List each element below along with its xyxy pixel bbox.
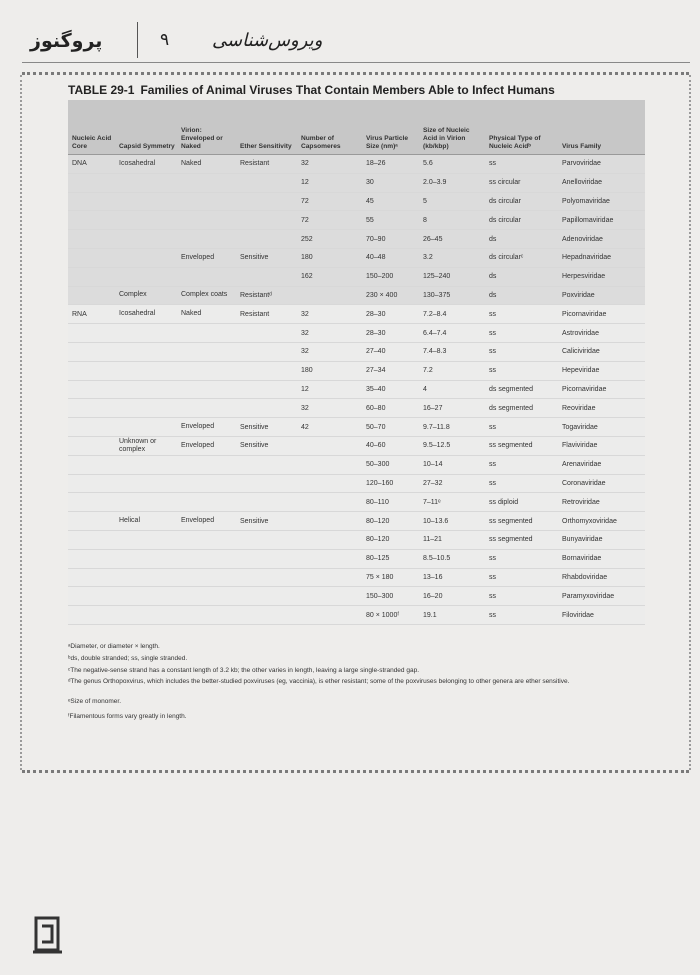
cell-virion: [177, 399, 236, 418]
cell-core: [68, 512, 115, 531]
cell-type: ss: [485, 305, 558, 324]
publisher-logo: [28, 912, 68, 956]
cell-symmetry: Helical: [115, 512, 177, 531]
cell-family: Adenoviridae: [558, 230, 645, 249]
cell-nucleic: 7.2: [419, 361, 485, 380]
cell-family: Bunyaviridae: [558, 530, 645, 549]
cell-capsomeres: [297, 587, 362, 606]
chapter-title: ویروس‌شناسی: [212, 30, 323, 51]
cell-virion: [177, 267, 236, 286]
cell-family: Filoviridae: [558, 606, 645, 625]
footnote: ᵉSize of monomer.: [68, 698, 121, 705]
cell-family: Arenaviridae: [558, 455, 645, 474]
cell-family: Coronaviridae: [558, 474, 645, 493]
cell-capsomeres: [297, 474, 362, 493]
cell-size: 50–70: [362, 418, 419, 437]
cell-nucleic: 8: [419, 211, 485, 230]
cell-type: ss: [485, 587, 558, 606]
table-row: [68, 286, 645, 305]
footnote: ᵃDiameter, or diameter × length.: [68, 643, 160, 650]
table-row: [68, 230, 645, 249]
table-row: [68, 436, 645, 455]
cell-capsomeres: 32: [297, 305, 362, 324]
cell-family: Orthomyxoviridae: [558, 512, 645, 531]
cell-symmetry: [115, 455, 177, 474]
cell-size: 80 × 1000ᶠ: [362, 606, 419, 625]
cell-nucleic: 6.4–7.4: [419, 324, 485, 343]
cell-ether: Sensitive: [236, 418, 297, 437]
cell-size: 45: [362, 192, 419, 211]
cell-size: 120–160: [362, 474, 419, 493]
cell-nucleic: 5.6: [419, 155, 485, 174]
cell-family: Picornaviridae: [558, 305, 645, 324]
cell-ether: [236, 230, 297, 249]
cell-virion: [177, 380, 236, 399]
cell-ether: [236, 173, 297, 192]
cell-capsomeres: 42: [297, 418, 362, 437]
table-row: [68, 418, 645, 437]
cell-virion: Enveloped: [177, 512, 236, 531]
cell-type: ds: [485, 230, 558, 249]
cell-size: 35–40: [362, 380, 419, 399]
table-row: [68, 512, 645, 531]
cell-type: ss: [485, 361, 558, 380]
cell-type: ss: [485, 474, 558, 493]
cell-capsomeres: [297, 549, 362, 568]
cell-symmetry: [115, 211, 177, 230]
footnote: ᵈThe genus Orthopoxvirus, which includes the better-studied poxviruses (eg, vaccinia), is ether resistant; some of the poxviruses belonging to other genera are ether sensitive.: [68, 678, 570, 685]
cell-capsomeres: 180: [297, 361, 362, 380]
table-row: [68, 587, 645, 606]
cell-ether: [236, 587, 297, 606]
cell-size: 75 × 180: [362, 568, 419, 587]
cell-symmetry: [115, 549, 177, 568]
cell-ether: [236, 324, 297, 343]
cell-symmetry: [115, 361, 177, 380]
cell-nucleic: 4: [419, 380, 485, 399]
header-divider: [137, 22, 138, 58]
column-header: Virus Family: [558, 100, 645, 155]
cell-nucleic: 2.0–3.9: [419, 173, 485, 192]
cell-symmetry: [115, 493, 177, 512]
cell-size: 80–120: [362, 530, 419, 549]
cell-family: Caliciviridae: [558, 342, 645, 361]
cell-capsomeres: 162: [297, 267, 362, 286]
cell-nucleic: 9.7–11.8: [419, 418, 485, 437]
cell-type: ss segmented: [485, 512, 558, 531]
table-row: [68, 493, 645, 512]
cell-virion: [177, 455, 236, 474]
cell-size: 150–300: [362, 587, 419, 606]
column-header: Virion: Enveloped or Naked: [177, 100, 236, 155]
cell-symmetry: [115, 380, 177, 399]
cell-core: [68, 248, 115, 267]
cell-ether: [236, 474, 297, 493]
cell-nucleic: 16–27: [419, 399, 485, 418]
cell-size: 40–48: [362, 248, 419, 267]
cell-nucleic: 5: [419, 192, 485, 211]
cell-nucleic: 7.4–8.3: [419, 342, 485, 361]
cell-core: DNA: [68, 155, 115, 174]
cell-nucleic: 10–14: [419, 455, 485, 474]
cell-nucleic: 26–45: [419, 230, 485, 249]
table-row: [68, 324, 645, 343]
cell-ether: [236, 361, 297, 380]
cell-capsomeres: [297, 568, 362, 587]
column-header: Physical Type of Nucleic Acidᵇ: [485, 100, 558, 155]
table-row: [68, 305, 645, 324]
cell-capsomeres: 32: [297, 324, 362, 343]
cell-nucleic: 8.5–10.5: [419, 549, 485, 568]
cell-family: Retroviridae: [558, 493, 645, 512]
cell-family: Reoviridae: [558, 399, 645, 418]
cell-size: 40–60: [362, 436, 419, 455]
cell-symmetry: [115, 587, 177, 606]
cell-symmetry: [115, 568, 177, 587]
cell-size: 70–90: [362, 230, 419, 249]
cell-type: ds: [485, 267, 558, 286]
cell-ether: Resistantᵈ: [236, 286, 297, 305]
cell-symmetry: [115, 267, 177, 286]
table-header: [68, 100, 645, 155]
cell-virion: [177, 549, 236, 568]
cell-capsomeres: 72: [297, 211, 362, 230]
publisher-brand: پروگنوز: [30, 30, 103, 52]
page-header: [0, 0, 700, 62]
table-row: [68, 380, 645, 399]
table-row: [68, 155, 645, 174]
cell-core: [68, 399, 115, 418]
cell-type: ss: [485, 455, 558, 474]
cell-symmetry: Unknown or complex: [115, 436, 177, 455]
cell-ether: Sensitive: [236, 512, 297, 531]
cell-nucleic: 7–11ᵉ: [419, 493, 485, 512]
cell-symmetry: [115, 230, 177, 249]
cell-capsomeres: 12: [297, 380, 362, 399]
cell-family: Togaviridae: [558, 418, 645, 437]
cell-nucleic: 130–375: [419, 286, 485, 305]
cell-size: 230 × 400: [362, 286, 419, 305]
cell-type: ss segmented: [485, 436, 558, 455]
cell-symmetry: [115, 606, 177, 625]
table-row: [68, 549, 645, 568]
cell-virion: Complex coats: [177, 286, 236, 305]
table-row: [68, 399, 645, 418]
cell-type: ss: [485, 568, 558, 587]
cell-core: [68, 568, 115, 587]
cell-ether: [236, 342, 297, 361]
cell-symmetry: [115, 530, 177, 549]
cell-symmetry: Icosahedral: [115, 155, 177, 174]
cell-capsomeres: 252: [297, 230, 362, 249]
cell-virion: [177, 493, 236, 512]
cell-size: 50–300: [362, 455, 419, 474]
column-header: Nucleic Acid Core: [68, 100, 115, 155]
cell-type: ss: [485, 324, 558, 343]
cell-core: [68, 530, 115, 549]
cell-core: [68, 474, 115, 493]
cell-family: Hepadnaviridae: [558, 248, 645, 267]
cell-size: 28–30: [362, 305, 419, 324]
cell-family: Rhabdoviridae: [558, 568, 645, 587]
cell-ether: [236, 606, 297, 625]
cell-capsomeres: 72: [297, 192, 362, 211]
cell-size: 27–34: [362, 361, 419, 380]
cell-core: [68, 361, 115, 380]
cell-nucleic: 27–32: [419, 474, 485, 493]
cell-type: ss: [485, 549, 558, 568]
cell-type: ss: [485, 342, 558, 361]
cell-ether: Resistant: [236, 305, 297, 324]
cell-core: [68, 211, 115, 230]
column-header: Size of Nucleic Acid in Virion (kb/kbp): [419, 100, 485, 155]
cell-virion: [177, 606, 236, 625]
cell-virion: [177, 192, 236, 211]
cell-core: [68, 436, 115, 455]
cell-capsomeres: [297, 286, 362, 305]
header-rule: [22, 62, 690, 63]
cell-virion: [177, 361, 236, 380]
cell-core: [68, 342, 115, 361]
cell-family: Herpesviridae: [558, 267, 645, 286]
cell-size: 80–125: [362, 549, 419, 568]
cell-symmetry: [115, 342, 177, 361]
cell-family: Bornaviridae: [558, 549, 645, 568]
cell-ether: [236, 192, 297, 211]
cell-nucleic: 3.2: [419, 248, 485, 267]
table-row: [68, 211, 645, 230]
cell-family: Hepeviridae: [558, 361, 645, 380]
cell-capsomeres: 12: [297, 173, 362, 192]
cell-core: [68, 606, 115, 625]
cell-family: Astroviridae: [558, 324, 645, 343]
cell-symmetry: [115, 474, 177, 493]
table-row: [68, 173, 645, 192]
cell-size: 60–80: [362, 399, 419, 418]
cell-type: ss segmented: [485, 530, 558, 549]
cell-nucleic: 19.1: [419, 606, 485, 625]
cell-virion: [177, 211, 236, 230]
cell-type: ds segmented: [485, 399, 558, 418]
cell-core: [68, 267, 115, 286]
cell-capsomeres: 32: [297, 399, 362, 418]
cell-ether: [236, 530, 297, 549]
cell-ether: Sensitive: [236, 248, 297, 267]
cell-ether: Sensitive: [236, 436, 297, 455]
cell-size: 80–110: [362, 493, 419, 512]
cell-family: Papillomaviridae: [558, 211, 645, 230]
cell-type: ss circular: [485, 173, 558, 192]
cell-virion: [177, 173, 236, 192]
cell-virion: [177, 568, 236, 587]
cell-capsomeres: 32: [297, 342, 362, 361]
table-row: [68, 248, 645, 267]
table-row: [68, 530, 645, 549]
footnote: ᵇds, double stranded; ss, single stranded.: [68, 655, 188, 662]
cell-core: [68, 549, 115, 568]
table-label: TABLE 29-1: [68, 83, 135, 97]
cell-nucleic: 7.2–8.4: [419, 305, 485, 324]
cell-virion: Enveloped: [177, 248, 236, 267]
cell-nucleic: 10–13.6: [419, 512, 485, 531]
cell-core: RNA: [68, 305, 115, 324]
table-row: [68, 474, 645, 493]
cell-ether: [236, 211, 297, 230]
cell-core: [68, 324, 115, 343]
table-row: [68, 606, 645, 625]
cell-size: 30: [362, 173, 419, 192]
column-header: Ether Sensitivity: [236, 100, 297, 155]
column-header: Number of Capsomeres: [297, 100, 362, 155]
cell-ether: [236, 455, 297, 474]
cell-family: Paramyxoviridae: [558, 587, 645, 606]
table-body: [68, 155, 645, 625]
cell-ether: Resistant: [236, 155, 297, 174]
cell-size: 80–120: [362, 512, 419, 531]
cell-virion: [177, 587, 236, 606]
cell-family: Poxviridae: [558, 286, 645, 305]
footnote: ᶜThe negative-sense strand has a constant length of 3.2 kb; the other varies in length, leaving a large single-stranded gap.: [68, 667, 419, 674]
column-header: Capsid Symmetry: [115, 100, 177, 155]
cell-size: 55: [362, 211, 419, 230]
cell-nucleic: 125–240: [419, 267, 485, 286]
cell-capsomeres: 32: [297, 155, 362, 174]
cell-core: [68, 380, 115, 399]
cell-core: [68, 493, 115, 512]
cell-capsomeres: [297, 436, 362, 455]
cell-virion: Enveloped: [177, 418, 236, 437]
cell-virion: [177, 324, 236, 343]
cell-capsomeres: [297, 455, 362, 474]
cell-type: ds segmented: [485, 380, 558, 399]
cell-size: 18–26: [362, 155, 419, 174]
column-header: Virus Particle Size (nm)ᵃ: [362, 100, 419, 155]
table-row: [68, 361, 645, 380]
cell-family: Flaviviridae: [558, 436, 645, 455]
cell-type: ds circular: [485, 192, 558, 211]
cell-type: ss diploid: [485, 493, 558, 512]
cell-family: Picornaviridae: [558, 380, 645, 399]
table-row: [68, 568, 645, 587]
cell-family: Anelloviridae: [558, 173, 645, 192]
cell-ether: [236, 399, 297, 418]
cell-capsomeres: [297, 530, 362, 549]
table-row: [68, 192, 645, 211]
cell-virion: Naked: [177, 305, 236, 324]
cell-family: Polyomaviridae: [558, 192, 645, 211]
cell-ether: [236, 493, 297, 512]
cell-ether: [236, 380, 297, 399]
cell-type: ds circularᶜ: [485, 248, 558, 267]
cell-type: ds circular: [485, 211, 558, 230]
page-number: ۹: [160, 30, 170, 50]
cell-ether: [236, 549, 297, 568]
cell-symmetry: [115, 399, 177, 418]
cell-nucleic: 16–20: [419, 587, 485, 606]
table-row: [68, 342, 645, 361]
cell-core: [68, 286, 115, 305]
cell-size: 27–40: [362, 342, 419, 361]
cell-core: [68, 418, 115, 437]
cell-family: Parvoviridae: [558, 155, 645, 174]
cell-virion: [177, 230, 236, 249]
cell-type: ss: [485, 606, 558, 625]
cell-core: [68, 173, 115, 192]
cell-virion: Naked: [177, 155, 236, 174]
cell-type: ds: [485, 286, 558, 305]
table-row: [68, 455, 645, 474]
cell-nucleic: 9.5–12.5: [419, 436, 485, 455]
cell-capsomeres: [297, 606, 362, 625]
cell-symmetry: [115, 324, 177, 343]
cell-symmetry: [115, 192, 177, 211]
cell-core: [68, 230, 115, 249]
cell-type: ss: [485, 418, 558, 437]
cell-capsomeres: [297, 512, 362, 531]
cell-virion: [177, 474, 236, 493]
cell-ether: [236, 568, 297, 587]
cell-capsomeres: 180: [297, 248, 362, 267]
virus-families-table: [68, 100, 645, 625]
footnote: ᶠFilamentous forms vary greatly in length.: [68, 713, 187, 720]
cell-core: [68, 587, 115, 606]
cell-symmetry: [115, 173, 177, 192]
cell-nucleic: 11–21: [419, 530, 485, 549]
table-row: [68, 267, 645, 286]
cell-core: [68, 192, 115, 211]
cell-symmetry: [115, 418, 177, 437]
cell-virion: Enveloped: [177, 436, 236, 455]
cell-ether: [236, 267, 297, 286]
table-caption: Families of Animal Viruses That Contain Members Able to Infect Humans: [140, 83, 555, 97]
cell-symmetry: Icosahedral: [115, 305, 177, 324]
cell-nucleic: 13–16: [419, 568, 485, 587]
cell-size: 28–30: [362, 324, 419, 343]
cell-virion: [177, 530, 236, 549]
cell-symmetry: Complex: [115, 286, 177, 305]
cell-type: ss: [485, 155, 558, 174]
cell-capsomeres: [297, 493, 362, 512]
cell-symmetry: [115, 248, 177, 267]
table-title: [68, 83, 555, 97]
cell-core: [68, 455, 115, 474]
cell-virion: [177, 342, 236, 361]
cell-size: 150–200: [362, 267, 419, 286]
